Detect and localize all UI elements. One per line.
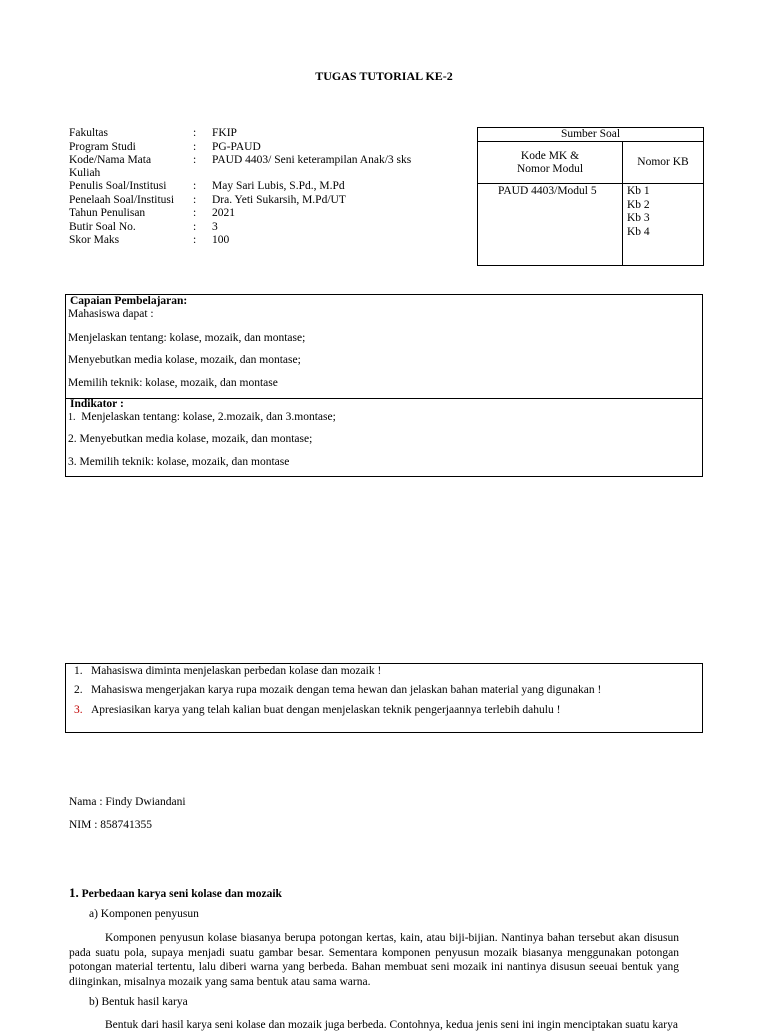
info-value: Dra. Yeti Sukarsih, M.Pd/UT [212, 193, 346, 206]
info-value: 2021 [212, 207, 235, 219]
source-header: Sumber Soal [478, 128, 704, 142]
page-title: TUGAS TUTORIAL KE-2 [315, 69, 453, 83]
info-key: Butir Soal No. [69, 220, 136, 233]
capaian-label: Capaian Pembelajaran: [70, 295, 188, 307]
info-row-kode-mata-kuliah [69, 154, 469, 168]
question-text: Mahasiswa diminta menjelaskan perbedan kolase dan mozaik ! [91, 665, 382, 677]
info-row-skor-maks [69, 234, 469, 248]
paragraph-b [69, 1018, 679, 1033]
info-key: Tahun Penulisan [69, 207, 146, 219]
indikator-text: Menjelaskan tentang: kolase, 2.mozaik, dan 3.montase; [81, 411, 336, 423]
question-item [74, 704, 560, 716]
info-value: FKIP [212, 127, 237, 139]
kb-item: Kb 4 [627, 225, 650, 238]
student-nim: NIM : 858741355 [69, 819, 153, 831]
source-kb-list [623, 184, 704, 266]
info-colon: : [193, 220, 197, 233]
subsection-a: a) Komponen penyusun [89, 908, 199, 920]
info-key: Kuliah [69, 166, 101, 179]
info-key: Penulis Soal/Institusi [69, 180, 167, 192]
kb-item: Kb 3 [627, 212, 650, 224]
capaian-item: Menjelaskan tentang: kolase, mozaik, dan montase; [68, 332, 306, 344]
info-row-program-studi [69, 141, 469, 155]
paragraph-a [69, 931, 679, 989]
info-value: PG-PAUD [212, 140, 261, 153]
col-kode-mk: Kode MK & Nomor Modul [478, 142, 623, 184]
info-row-penelaah [69, 194, 469, 208]
section-number: 1. [69, 885, 79, 900]
info-value: 3 [212, 220, 218, 233]
info-key: Kode/Nama Mata [69, 154, 152, 166]
question-text: Apresiasikan karya yang telah kalian buat dengan menjelaskan teknik pengerjaannya terlebih dahulu ! [91, 704, 561, 716]
indikator-label: Indikator : [70, 398, 124, 410]
info-key: Skor Maks [69, 234, 120, 246]
capaian-intro: Mahasiswa dapat : [68, 308, 154, 320]
learning-outcomes-box [65, 294, 703, 477]
info-colon: : [193, 180, 197, 192]
info-row-kuliah [69, 167, 469, 181]
source-modul: PAUD 4403/Modul 5 [478, 184, 623, 266]
student-name: Nama : Findy Dwiandani [69, 796, 186, 808]
indikator-item: 2. Menyebutkan media kolase, mozaik, dan montase; [68, 433, 313, 445]
info-row-fakultas [69, 127, 469, 141]
source-table [477, 127, 704, 266]
info-value: 100 [212, 234, 230, 246]
subsection-b: b) Bentuk hasil karya [89, 996, 188, 1008]
info-colon: : [193, 127, 197, 139]
info-colon: : [193, 234, 197, 246]
question-item [74, 665, 381, 677]
section-heading: Perbedaan karya seni kolase dan mozaik [78, 888, 282, 900]
kb-item: Kb 1 [627, 185, 650, 197]
info-value: May Sari Lubis, S.Pd., M.Pd [212, 180, 345, 192]
info-colon: : [193, 154, 197, 166]
info-colon: : [193, 140, 197, 153]
info-key: Fakultas [69, 127, 108, 139]
info-row-penulis [69, 180, 469, 194]
box-divider [66, 398, 702, 399]
info-value: PAUD 4403/ Seni keterampilan Anak/3 sks [212, 154, 412, 166]
info-row-butir-soal [69, 221, 469, 235]
questions-box [65, 663, 703, 733]
paragraph-b-text: Bentuk dari hasil karya seni kolase dan mozaik juga berbeda. Contohnya, kedua jenis seni ini ingin menciptakan suatu karya [105, 1019, 678, 1031]
info-key: Program Studi [69, 140, 136, 153]
paragraph-a-text: Komponen penyusun kolase biasanya berupa potongan kertas, kain, atau biji-bijian. Nantinya bahan tersebut akan disusun pada suatu pola, supaya menjadi suatu gambar besar. Sementara komponen penyusun mozaik biasanya menggunakan potongan potongan material tertentu, lalu diberi warna yang berbeda. Bahan membuat seni mozaik ini nantinya disusun seeuai bentuk yang diinginkan, misalnya mozaik yang sama bentuk atau sama warna. [69, 932, 679, 988]
info-colon: : [193, 193, 197, 206]
question-num: 2. [74, 684, 83, 696]
capaian-item: Memilih teknik: kolase, mozaik, dan montase [68, 377, 278, 389]
course-info [69, 127, 469, 248]
indikator-num: 1. [68, 412, 76, 423]
question-num: 3. [74, 704, 83, 716]
kb-item: Kb 2 [627, 198, 650, 211]
question-item [74, 684, 601, 696]
info-colon: : [193, 207, 197, 219]
col-nomor-kb: Nomor KB [623, 142, 704, 184]
indikator-item [68, 411, 336, 423]
question-text: Mahasiswa mengerjakan karya rupa mozaik dengan tema hewan dan jelaskan bahan material yang digunakan ! [91, 684, 602, 696]
indikator-item: 3. Memilih teknik: kolase, mozaik, dan montase [68, 456, 290, 468]
capaian-item: Menyebutkan media kolase, mozaik, dan montase; [68, 354, 301, 366]
info-row-tahun [69, 207, 469, 221]
question-num: 1. [74, 665, 83, 677]
info-key: Penelaah Soal/Institusi [69, 193, 175, 206]
answer-section-title [69, 885, 282, 901]
